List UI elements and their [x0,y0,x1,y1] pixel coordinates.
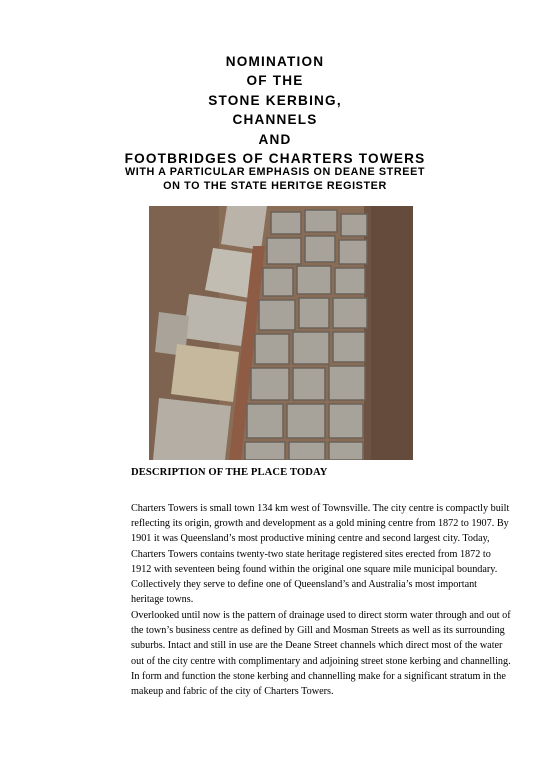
stone-channel-photo [149,206,413,460]
paragraph-line: heritage towns. [131,594,194,606]
paragraph-line: out of the city centre with complimentary and adjoining street stone kerbing and channelling. [131,655,511,667]
document-subtitle [0,166,550,193]
paragraph-line: makeup and fabric of the city of Charters Towers. [131,686,334,698]
paragraph-line: 1901 it was Queensland’s most productive mining centre and second largest city. Today, [131,533,490,545]
title-line: OF THE [246,73,304,89]
subtitle-line: WITH A PARTICULAR EMPHASIS ON DEANE STREET [124,166,426,178]
title-line: STONE KERBING, [208,92,342,108]
paragraph-line: Collectively they serve to define one of Queensland’s and Australia’s most important [131,579,478,591]
subtitle-line: ON TO THE STATE HERITGE REGISTER [163,179,387,192]
paragraph-1 [131,501,510,607]
paragraph-line: Charters Towers is small town 134 km west of Townsville. The city centre is compactly built [131,503,510,514]
title-line: NOMINATION [225,54,325,69]
title-line: FOOTBRIDGES OF CHARTERS TOWERS [124,151,426,167]
title-line: CHANNELS [232,112,318,128]
paragraph-line: suburbs. Intact and still in use are the Deane Street channels which direct most of the water [131,640,503,652]
paragraph-line: Overlooked until now is the pattern of drainage used to direct storm water through and out of [131,610,511,621]
document-title [0,52,550,168]
paragraph-2 [131,608,511,699]
section-heading: DESCRIPTION OF THE PLACE TODAY [131,467,328,478]
paragraph-line: reflecting its origin, growth and development as a gold mining centre from 1872 to 1907. By [131,518,509,530]
title-line: AND [258,131,292,147]
paragraph-line: the town’s business centre as defined by Gill and Mosman Streets as well as its surrounding [131,625,505,637]
paragraph-line: 1912 with seventeen being found within the original one square mile municipal boundary. [131,563,498,575]
paragraph-line: In form and function the stone kerbing and channelling make for a significant stratum in the [131,670,506,682]
paragraph-line: Charters Towers contains twenty-two state heritage registered sites erected from 1872 to [131,548,491,560]
